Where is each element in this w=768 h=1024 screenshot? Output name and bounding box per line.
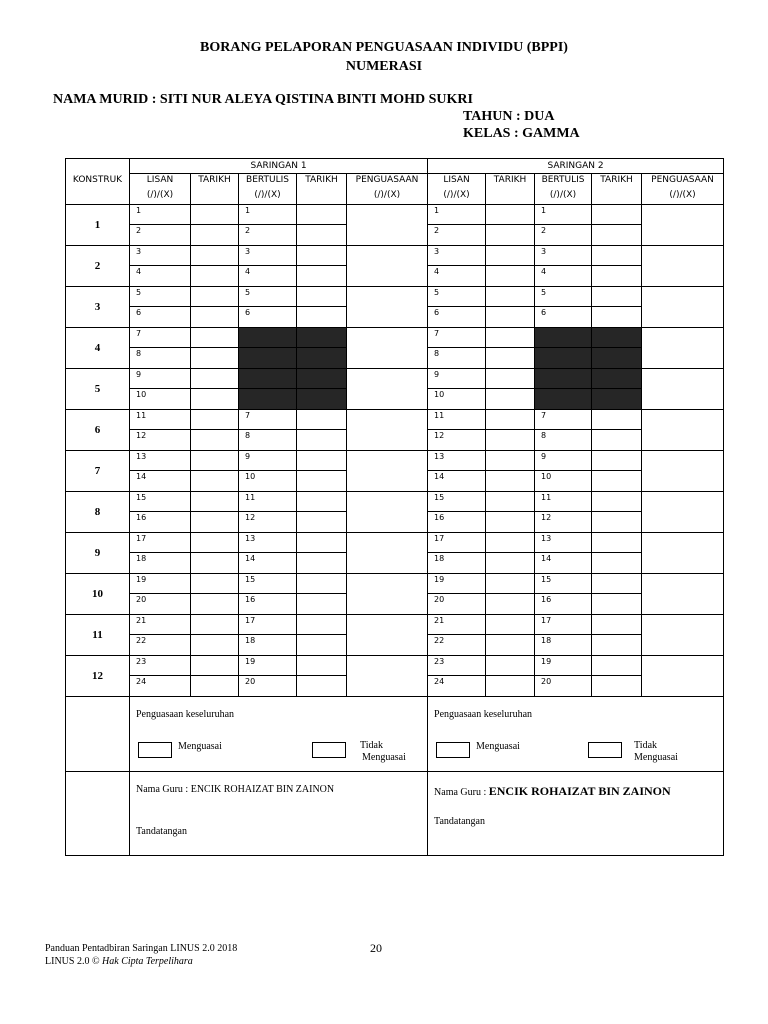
tarikh-cell[interactable]	[486, 533, 535, 553]
tarikh-cell[interactable]	[592, 307, 642, 328]
penguasaan-mark: (/)/(X)	[642, 188, 724, 205]
tarikh-cell[interactable]	[592, 410, 642, 430]
menguasai-checkbox[interactable]	[138, 742, 172, 758]
tarikh-cell[interactable]	[191, 615, 239, 635]
tarikh-cell[interactable]	[191, 594, 239, 615]
lisan-item: 18	[130, 553, 191, 574]
penguasaan-cell[interactable]	[642, 369, 724, 410]
lisan-item: 15	[428, 492, 486, 512]
table-row	[66, 451, 724, 471]
penguasaan-cell[interactable]	[642, 615, 724, 656]
tarikh-cell[interactable]	[486, 389, 535, 410]
tarikh-blocked	[592, 369, 642, 389]
footer-copyright: LINUS 2.0 © Hak Cipta Terpelihara	[45, 956, 193, 967]
student-name: NAMA MURID : SITI NUR ALEYA QISTINA BINTI MOHD SUKRI	[53, 92, 473, 107]
tahun-label: TAHUN : DUA	[463, 109, 555, 124]
tarikh-cell[interactable]	[486, 492, 535, 512]
form-subtitle: NUMERASI	[345, 59, 423, 74]
tarikh-cell[interactable]	[297, 225, 347, 246]
tarikh-cell[interactable]	[486, 348, 535, 369]
tidak-menguasai-label: Menguasai	[362, 752, 406, 763]
table-row	[66, 492, 724, 512]
lisan-item: 9	[130, 369, 191, 389]
table-row	[66, 656, 724, 676]
tarikh-header: TARIKH	[486, 174, 535, 188]
bertulis-item: 14	[239, 553, 297, 574]
penguasaan-cell[interactable]	[347, 492, 428, 533]
penguasaan-mark: (/)/(X)	[347, 188, 428, 205]
tarikh-cell[interactable]	[486, 656, 535, 676]
tidak-menguasai-checkbox[interactable]	[312, 742, 346, 758]
bertulis-item: 19	[239, 656, 297, 676]
tarikh-cell[interactable]	[592, 676, 642, 697]
table-row	[66, 246, 724, 266]
tarikh-cell[interactable]	[592, 635, 642, 656]
nama-guru-label: Nama Guru : ENCIK ROHAIZAT BIN ZAINON	[136, 784, 335, 795]
tarikh-cell[interactable]	[297, 430, 347, 451]
table-row	[66, 615, 724, 635]
lisan-item: 1	[130, 205, 191, 225]
bertulis-mark: (/)/(X)	[239, 188, 297, 205]
lisan-header: LISAN	[130, 174, 191, 188]
lisan-item: 3	[130, 246, 191, 266]
tarikh-cell[interactable]	[297, 471, 347, 492]
lisan-mark: (/)/(X)	[130, 188, 191, 205]
penguasaan-cell[interactable]	[642, 287, 724, 328]
bertulis-item: 3	[535, 246, 592, 266]
bertulis-item: 19	[535, 656, 592, 676]
table-row	[66, 205, 724, 225]
lisan-item: 17	[130, 533, 191, 553]
tarikh-cell[interactable]	[592, 574, 642, 594]
penguasaan-cell[interactable]	[642, 246, 724, 287]
lisan-header: LISAN	[428, 174, 486, 188]
bertulis-item: 6	[535, 307, 592, 328]
konstruk-number: 2	[66, 246, 130, 287]
menguasai-label: Menguasai	[178, 741, 222, 752]
tarikh-cell[interactable]	[191, 410, 239, 430]
penguasaan-cell[interactable]	[347, 410, 428, 451]
saringan2-header: SARINGAN 2	[428, 159, 724, 174]
bertulis-item: 7	[239, 410, 297, 430]
konstruk-number: 8	[66, 492, 130, 533]
penguasaan-cell[interactable]	[642, 492, 724, 533]
tarikh-cell[interactable]	[191, 246, 239, 266]
tarikh-blocked	[592, 328, 642, 348]
bertulis-blocked	[239, 369, 297, 389]
lisan-item: 7	[428, 328, 486, 348]
penguasaan-cell[interactable]	[642, 205, 724, 246]
tarikh-cell[interactable]	[486, 553, 535, 574]
tarikh-cell[interactable]	[191, 676, 239, 697]
lisan-item: 6	[428, 307, 486, 328]
tarikh-blocked	[297, 389, 347, 410]
tarikh-cell[interactable]	[486, 266, 535, 287]
penguasaan-cell[interactable]	[347, 615, 428, 656]
lisan-item: 24	[428, 676, 486, 697]
bertulis-item: 15	[239, 574, 297, 594]
bertulis-item: 14	[535, 553, 592, 574]
tarikh-blank	[297, 188, 347, 205]
penguasaan-cell[interactable]	[347, 533, 428, 574]
bertulis-item: 18	[535, 635, 592, 656]
lisan-item: 11	[130, 410, 191, 430]
tarikh-cell[interactable]	[191, 492, 239, 512]
lisan-item: 19	[428, 574, 486, 594]
bertulis-item: 10	[239, 471, 297, 492]
form-title: BORANG PELAPORAN PENGUASAAN INDIVIDU (BPPI)	[200, 40, 568, 55]
tarikh-blocked	[592, 348, 642, 369]
teacher-name: ENCIK ROHAIZAT BIN ZAINON	[488, 784, 671, 798]
lisan-item: 11	[428, 410, 486, 430]
penguasaan-cell[interactable]	[347, 205, 428, 246]
lisan-item: 7	[130, 328, 191, 348]
tarikh-blocked	[297, 369, 347, 389]
tarikh-cell[interactable]	[191, 266, 239, 287]
tarikh-cell[interactable]	[592, 533, 642, 553]
tarikh-blocked	[592, 389, 642, 410]
bertulis-item: 9	[535, 451, 592, 471]
tarikh-cell[interactable]	[486, 574, 535, 594]
bertulis-item: 17	[535, 615, 592, 635]
bertulis-blocked	[535, 328, 592, 348]
lisan-item: 6	[130, 307, 191, 328]
lisan-mark: (/)/(X)	[428, 188, 486, 205]
tarikh-cell[interactable]	[592, 492, 642, 512]
tarikh-cell[interactable]	[486, 471, 535, 492]
penguasaan-header: PENGUASAAN	[642, 174, 724, 188]
konstruk-blank	[66, 772, 130, 856]
bertulis-item: 17	[239, 615, 297, 635]
bertulis-item: 4	[239, 266, 297, 287]
tarikh-cell[interactable]	[297, 266, 347, 287]
tarikh-blank	[191, 188, 239, 205]
lisan-item: 23	[130, 656, 191, 676]
lisan-item: 8	[428, 348, 486, 369]
tarikh-cell[interactable]	[486, 287, 535, 307]
table-row	[66, 328, 724, 348]
bertulis-item: 11	[239, 492, 297, 512]
bertulis-item: 16	[239, 594, 297, 615]
bertulis-item: 9	[239, 451, 297, 471]
lisan-item: 22	[428, 635, 486, 656]
tarikh-cell[interactable]	[592, 246, 642, 266]
tarikh-cell[interactable]	[592, 615, 642, 635]
tarikh-cell[interactable]	[297, 246, 347, 266]
lisan-item: 5	[130, 287, 191, 307]
lisan-item: 19	[130, 574, 191, 594]
penguasaan-cell[interactable]	[347, 287, 428, 328]
tarikh-cell[interactable]	[486, 410, 535, 430]
bertulis-mark: (/)/(X)	[535, 188, 592, 205]
bertulis-blocked	[239, 389, 297, 410]
tidak-label: Tidak	[360, 740, 383, 751]
lisan-item: 20	[130, 594, 191, 615]
bertulis-blocked	[535, 389, 592, 410]
tidak-label: Tidak	[634, 740, 658, 751]
penguasaan-cell[interactable]	[347, 656, 428, 697]
lisan-item: 2	[130, 225, 191, 246]
tarikh-cell[interactable]	[297, 574, 347, 594]
penguasaan-cell[interactable]	[347, 451, 428, 492]
bertulis-header: BERTULIS	[239, 174, 297, 188]
tarikh-header: TARIKH	[191, 174, 239, 188]
tarikh-cell[interactable]	[191, 430, 239, 451]
tarikh-cell[interactable]	[191, 471, 239, 492]
table-row	[66, 574, 724, 594]
tarikh-cell[interactable]	[486, 225, 535, 246]
bertulis-item: 12	[239, 512, 297, 533]
tarikh-cell[interactable]	[191, 574, 239, 594]
penguasaan-cell[interactable]	[347, 574, 428, 615]
lisan-item: 9	[428, 369, 486, 389]
lisan-item: 16	[428, 512, 486, 533]
tarikh-header: TARIKH	[297, 174, 347, 188]
lisan-item: 14	[428, 471, 486, 492]
bertulis-item: 13	[535, 533, 592, 553]
konstruk-number: 4	[66, 328, 130, 369]
tarikh-cell[interactable]	[191, 307, 239, 328]
bertulis-item: 4	[535, 266, 592, 287]
penguasaan-cell[interactable]	[347, 328, 428, 369]
tarikh-cell[interactable]	[191, 225, 239, 246]
bertulis-item: 7	[535, 410, 592, 430]
lisan-item: 24	[130, 676, 191, 697]
tarikh-cell[interactable]	[297, 533, 347, 553]
tarikh-cell[interactable]	[297, 676, 347, 697]
lisan-item: 12	[130, 430, 191, 451]
bppi-table	[65, 158, 724, 856]
bertulis-item: 3	[239, 246, 297, 266]
bertulis-item: 10	[535, 471, 592, 492]
tarikh-cell[interactable]	[592, 594, 642, 615]
tarikh-cell[interactable]	[592, 205, 642, 225]
tarikh-cell[interactable]	[486, 307, 535, 328]
lisan-item: 4	[130, 266, 191, 287]
tarikh-cell[interactable]	[486, 635, 535, 656]
penguasaan-cell[interactable]	[642, 328, 724, 369]
tarikh-cell[interactable]	[191, 369, 239, 389]
lisan-item: 10	[130, 389, 191, 410]
bertulis-blocked	[239, 328, 297, 348]
saringan1-summary	[130, 697, 428, 772]
tarikh-cell[interactable]	[486, 246, 535, 266]
tarikh-cell[interactable]	[592, 430, 642, 451]
tarikh-cell[interactable]	[486, 328, 535, 348]
tarikh-cell[interactable]	[297, 512, 347, 533]
konstruk-number: 1	[66, 205, 130, 246]
menguasai-label: Menguasai	[476, 741, 520, 752]
lisan-item: 21	[428, 615, 486, 635]
tarikh-cell[interactable]	[486, 451, 535, 471]
saringan2-teacher	[428, 772, 724, 856]
tarikh-cell[interactable]	[592, 451, 642, 471]
table-row	[66, 410, 724, 430]
bertulis-item: 1	[239, 205, 297, 225]
konstruk-number: 9	[66, 533, 130, 574]
tarikh-cell[interactable]	[191, 328, 239, 348]
penguasaan-cell[interactable]	[642, 574, 724, 615]
tarikh-cell[interactable]	[297, 492, 347, 512]
tarikh-cell[interactable]	[486, 615, 535, 635]
tarikh-blocked	[297, 328, 347, 348]
tarikh-cell[interactable]	[191, 205, 239, 225]
bertulis-item: 20	[535, 676, 592, 697]
lisan-item: 3	[428, 246, 486, 266]
lisan-item: 1	[428, 205, 486, 225]
tarikh-cell[interactable]	[592, 553, 642, 574]
bertulis-item: 13	[239, 533, 297, 553]
tarikh-cell[interactable]	[191, 348, 239, 369]
page-number: 20	[370, 941, 382, 955]
tarikh-cell[interactable]	[486, 369, 535, 389]
tarikh-cell[interactable]	[191, 451, 239, 471]
tarikh-cell[interactable]	[297, 287, 347, 307]
penguasaan-cell[interactable]	[347, 246, 428, 287]
tarikh-cell[interactable]	[486, 205, 535, 225]
bertulis-item: 18	[239, 635, 297, 656]
lisan-item: 21	[130, 615, 191, 635]
lisan-item: 16	[130, 512, 191, 533]
tarikh-cell[interactable]	[486, 512, 535, 533]
bertulis-item: 16	[535, 594, 592, 615]
lisan-item: 10	[428, 389, 486, 410]
kelas-label: KELAS : GAMMA	[463, 126, 580, 141]
tarikh-cell[interactable]	[592, 656, 642, 676]
bertulis-item: 8	[239, 430, 297, 451]
penguasaan-keseluruhan-label: Penguasaan keseluruhan	[434, 709, 533, 720]
bertulis-blocked	[239, 348, 297, 369]
bertulis-item: 5	[239, 287, 297, 307]
tarikh-blocked	[297, 348, 347, 369]
bertulis-item: 6	[239, 307, 297, 328]
bertulis-item: 8	[535, 430, 592, 451]
penguasaan-header: PENGUASAAN	[347, 174, 428, 188]
tarikh-cell[interactable]	[592, 266, 642, 287]
tarikh-cell[interactable]	[297, 656, 347, 676]
lisan-item: 13	[428, 451, 486, 471]
lisan-item: 18	[428, 553, 486, 574]
bertulis-blocked	[535, 348, 592, 369]
penguasaan-cell[interactable]	[642, 656, 724, 697]
tarikh-cell[interactable]	[486, 676, 535, 697]
konstruk-number: 11	[66, 615, 130, 656]
tarikh-cell[interactable]	[297, 307, 347, 328]
lisan-item: 12	[428, 430, 486, 451]
lisan-item: 17	[428, 533, 486, 553]
tarikh-cell[interactable]	[191, 553, 239, 574]
tarikh-cell[interactable]	[592, 471, 642, 492]
nama-guru-label: Nama Guru : ENCIK ROHAIZAT BIN ZAINON	[434, 784, 671, 798]
footer-guide: Panduan Pentadbiran Saringan LINUS 2.0 2018	[45, 943, 238, 954]
tarikh-cell[interactable]	[297, 451, 347, 471]
tarikh-cell[interactable]	[592, 287, 642, 307]
saringan1-teacher	[130, 772, 428, 856]
konstruk-number: 7	[66, 451, 130, 492]
konstruk-header: KONSTRUK	[66, 159, 130, 205]
penguasaan-cell[interactable]	[642, 451, 724, 492]
table-row	[66, 369, 724, 389]
lisan-item: 15	[130, 492, 191, 512]
bertulis-item: 2	[535, 225, 592, 246]
tarikh-cell[interactable]	[191, 389, 239, 410]
tarikh-cell[interactable]	[297, 615, 347, 635]
tarikh-blank	[486, 188, 535, 205]
konstruk-number: 10	[66, 574, 130, 615]
table-row	[66, 533, 724, 553]
bertulis-item: 1	[535, 205, 592, 225]
tarikh-cell[interactable]	[191, 512, 239, 533]
lisan-item: 23	[428, 656, 486, 676]
tidak-menguasai-checkbox[interactable]	[588, 742, 622, 758]
tarikh-cell[interactable]	[191, 533, 239, 553]
tarikh-cell[interactable]	[297, 553, 347, 574]
tarikh-cell[interactable]	[297, 205, 347, 225]
lisan-item: 5	[428, 287, 486, 307]
lisan-item: 14	[130, 471, 191, 492]
tarikh-cell[interactable]	[191, 635, 239, 656]
saringan2-summary	[428, 697, 724, 772]
lisan-item: 13	[130, 451, 191, 471]
tarikh-cell[interactable]	[592, 512, 642, 533]
tarikh-cell[interactable]	[486, 594, 535, 615]
bertulis-item: 2	[239, 225, 297, 246]
tarikh-blank	[592, 188, 642, 205]
lisan-item: 8	[130, 348, 191, 369]
penguasaan-cell[interactable]	[642, 410, 724, 451]
tarikh-cell[interactable]	[592, 225, 642, 246]
bertulis-item: 20	[239, 676, 297, 697]
penguasaan-cell[interactable]	[642, 533, 724, 574]
tarikh-cell[interactable]	[191, 287, 239, 307]
bertulis-item: 15	[535, 574, 592, 594]
bertulis-blocked	[535, 369, 592, 389]
table-row	[66, 287, 724, 307]
tidak-menguasai-label: Menguasai	[634, 752, 678, 763]
tandatangan-label: Tandatangan	[434, 816, 485, 827]
lisan-item: 2	[428, 225, 486, 246]
saringan1-header: SARINGAN 1	[130, 159, 428, 174]
lisan-item: 22	[130, 635, 191, 656]
bertulis-item: 5	[535, 287, 592, 307]
tarikh-cell[interactable]	[486, 430, 535, 451]
tandatangan-label: Tandatangan	[136, 826, 187, 837]
bertulis-item: 12	[535, 512, 592, 533]
menguasai-checkbox[interactable]	[436, 742, 470, 758]
penguasaan-cell[interactable]	[347, 369, 428, 410]
bertulis-header: BERTULIS	[535, 174, 592, 188]
konstruk-number: 3	[66, 287, 130, 328]
penguasaan-keseluruhan-label: Penguasaan keseluruhan	[136, 709, 235, 720]
tarikh-cell[interactable]	[297, 594, 347, 615]
lisan-item: 20	[428, 594, 486, 615]
bertulis-item: 11	[535, 492, 592, 512]
tarikh-cell[interactable]	[297, 635, 347, 656]
konstruk-number: 12	[66, 656, 130, 697]
tarikh-cell[interactable]	[297, 410, 347, 430]
konstruk-number: 5	[66, 369, 130, 410]
tarikh-header: TARIKH	[592, 174, 642, 188]
konstruk-number: 6	[66, 410, 130, 451]
lisan-item: 4	[428, 266, 486, 287]
tarikh-cell[interactable]	[191, 656, 239, 676]
konstruk-blank	[66, 697, 130, 772]
